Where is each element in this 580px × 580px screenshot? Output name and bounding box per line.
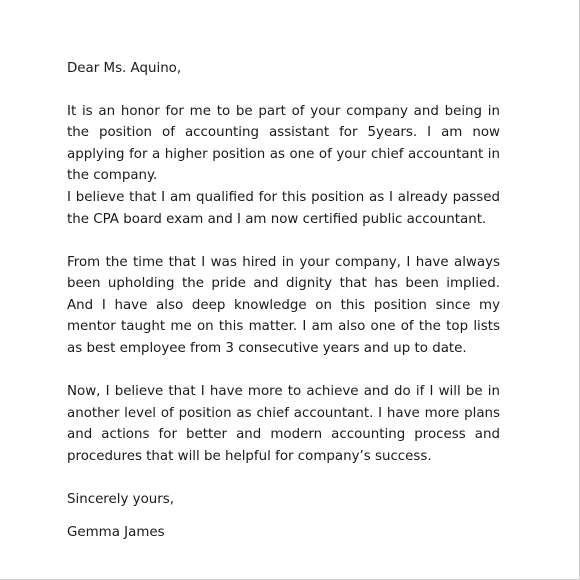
- paragraph-1: [67, 101, 500, 231]
- letter-body: [67, 58, 500, 543]
- paragraph-2: From the time that I was hired in your company, I have always been upholding the pride and dignity that has been implied. And I have also deep knowledge on this position since my mentor taught me on this matter. I am also one of the top lists as best employee from 3 consecutive years and up to date.: [67, 254, 500, 357]
- paragraph-3: Now, I believe that I have more to achieve and do if I will be in another level of position as chief accountant. I have more plans and actions for better and modern accounting process and procedures that will be helpful for company’s success.: [67, 384, 500, 464]
- paragraph-1-part-2: I believe that I am qualified for this position as I already passed the CPA board exam and I am now certified public accountant.: [67, 189, 500, 227]
- signature-name: Gemma James: [67, 524, 165, 540]
- salutation: Dear Ms. Aquino,: [67, 61, 182, 76]
- paragraph-1-part-1: It is an honor for me to be part of your company and being in the position of accounting assistant for 5years. I am now applying for a higher position as one of your chief accountant in the company.: [67, 103, 500, 184]
- closing: Sincerely yours,: [67, 492, 175, 507]
